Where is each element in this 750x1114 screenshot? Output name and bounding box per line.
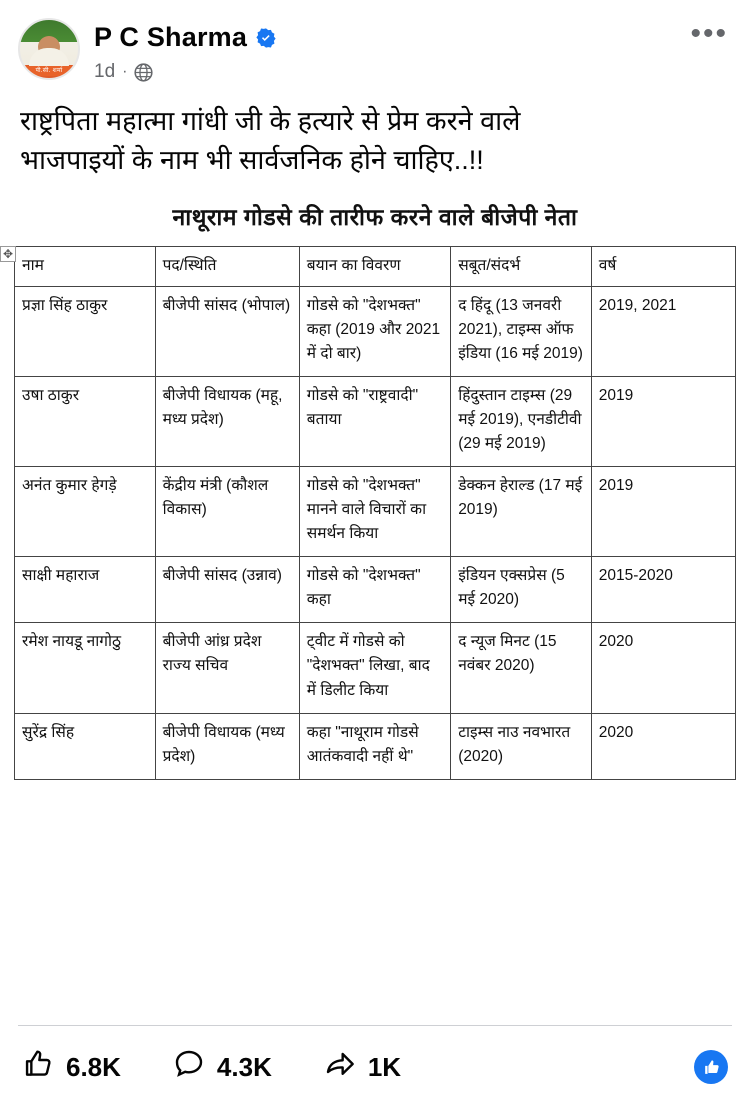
post-header xyxy=(0,0,750,96)
cell-source: द हिंदू (13 जनवरी 2021), टाइम्स ऑफ इंडिया (16 मई 2019) xyxy=(451,287,592,377)
avatar-band-text: पी.सी. शर्मा xyxy=(20,66,78,76)
cell-year: 2019 xyxy=(591,467,735,557)
thumbs-up-icon xyxy=(22,1048,54,1087)
cell-position: बीजेपी सांसद (उन्नाव) xyxy=(155,557,299,623)
verified-badge-icon xyxy=(255,27,277,49)
like-badge-icon[interactable] xyxy=(694,1050,728,1084)
cell-statement: गोडसे को "देशभक्त" मानने वाले विचारों का समर्थन किया xyxy=(299,467,450,557)
cell-name: सुरेंद्र सिंह xyxy=(15,713,156,779)
table-row xyxy=(15,287,736,377)
post-meta xyxy=(94,61,690,83)
column-header-source: सबूत/संदर्भ xyxy=(451,247,592,287)
cell-year: 2020 xyxy=(591,713,735,779)
globe-icon[interactable] xyxy=(134,63,153,82)
avatar[interactable] xyxy=(18,18,80,80)
post-more-options-button[interactable]: ••• xyxy=(690,17,728,50)
cell-position: बीजेपी विधायक (मध्य प्रदेश) xyxy=(155,713,299,779)
cell-position: केंद्रीय मंत्री (कौशल विकास) xyxy=(155,467,299,557)
like-button[interactable] xyxy=(22,1048,121,1087)
comment-button[interactable] xyxy=(173,1048,272,1087)
like-count: 6.8K xyxy=(66,1051,121,1082)
table-row xyxy=(15,377,736,467)
cell-statement: गोडसे को "देशभक्त" कहा xyxy=(299,557,450,623)
meta-separator: · xyxy=(122,63,128,80)
post-attached-image[interactable] xyxy=(0,194,750,1015)
table-row xyxy=(15,467,736,557)
cell-source: हिंदुस्तान टाइम्स (29 मई 2019), एनडीटीवी (29 मई 2019) xyxy=(451,377,592,467)
cell-position: बीजेपी विधायक (महू, मध्य प्रदेश) xyxy=(155,377,299,467)
share-button[interactable] xyxy=(324,1048,401,1087)
column-header-year: वर्ष xyxy=(591,247,735,287)
move-handle-icon: ✥ xyxy=(0,246,16,262)
table-row xyxy=(15,557,736,623)
comment-bubble-icon xyxy=(173,1048,205,1087)
avatar-body xyxy=(29,48,69,68)
cell-name: उषा ठाकुर xyxy=(15,377,156,467)
comment-count: 4.3K xyxy=(216,1051,272,1082)
share-arrow-icon xyxy=(324,1048,356,1087)
godse-praise-table xyxy=(14,246,736,779)
cell-name: रमेश नायडू नागोठु xyxy=(15,623,156,713)
column-header-statement: बयान का विवरण xyxy=(299,247,450,287)
image-title: नाथूराम गोडसे की तारीफ करने वाले बीजेपी नेता xyxy=(172,204,578,231)
column-header-position: पद/स्थिति xyxy=(155,247,299,287)
cell-statement: ट्वीट में गोडसे को "देशभक्त" लिखा, बाद में डिलीट किया xyxy=(299,623,450,713)
cell-source: द न्यूज मिनट (15 नवंबर 2020) xyxy=(451,623,592,713)
share-count: 1K xyxy=(367,1051,402,1082)
post-actions xyxy=(0,1026,750,1114)
post-timestamp[interactable]: 1d xyxy=(94,61,116,82)
cell-name: अनंत कुमार हेगड़े xyxy=(15,467,156,557)
post-text-line-2: भाजपाइयों के नाम भी सार्वजनिक होने चाहिए..!! xyxy=(20,145,484,176)
table-row xyxy=(15,623,736,713)
cell-year: 2019, 2021 xyxy=(591,287,735,377)
cell-statement: कहा "नाथूराम गोडसे आतंकवादी नहीं थे" xyxy=(299,713,450,779)
cell-name: प्रज्ञा सिंह ठाकुर xyxy=(15,287,156,377)
author-name[interactable]: P C Sharma xyxy=(94,22,248,52)
cell-position: बीजेपी आंध्र प्रदेश राज्य सचिव xyxy=(155,623,299,713)
cell-source: टाइम्स नाउ नवभारत (2020) xyxy=(451,713,592,779)
cell-year: 2020 xyxy=(591,623,735,713)
post-body xyxy=(0,96,750,180)
cell-year: 2015-2020 xyxy=(591,557,735,623)
post-header-text xyxy=(94,18,690,83)
column-header-name: नाम xyxy=(15,247,156,287)
cell-position: बीजेपी सांसद (भोपाल) xyxy=(155,287,299,377)
table-row xyxy=(15,713,736,779)
post-text-line-1: राष्ट्रपिता महात्मा गांधी जी के हत्यारे से प्रेम करने वाले xyxy=(20,106,521,136)
table-header-row xyxy=(15,247,736,287)
cell-statement: गोडसे को "राष्ट्रवादी" बताया xyxy=(299,377,450,467)
cell-name: साक्षी महाराज xyxy=(15,557,156,623)
cell-year: 2019 xyxy=(591,377,735,467)
cell-source: इंडियन एक्सप्रेस (5 मई 2020) xyxy=(451,557,592,623)
cell-source: डेक्कन हेराल्ड (17 मई 2019) xyxy=(451,467,592,557)
cell-statement: गोडसे को "देशभक्त" कहा (2019 और 2021 में दो बार) xyxy=(299,287,450,377)
author-row xyxy=(94,22,690,53)
